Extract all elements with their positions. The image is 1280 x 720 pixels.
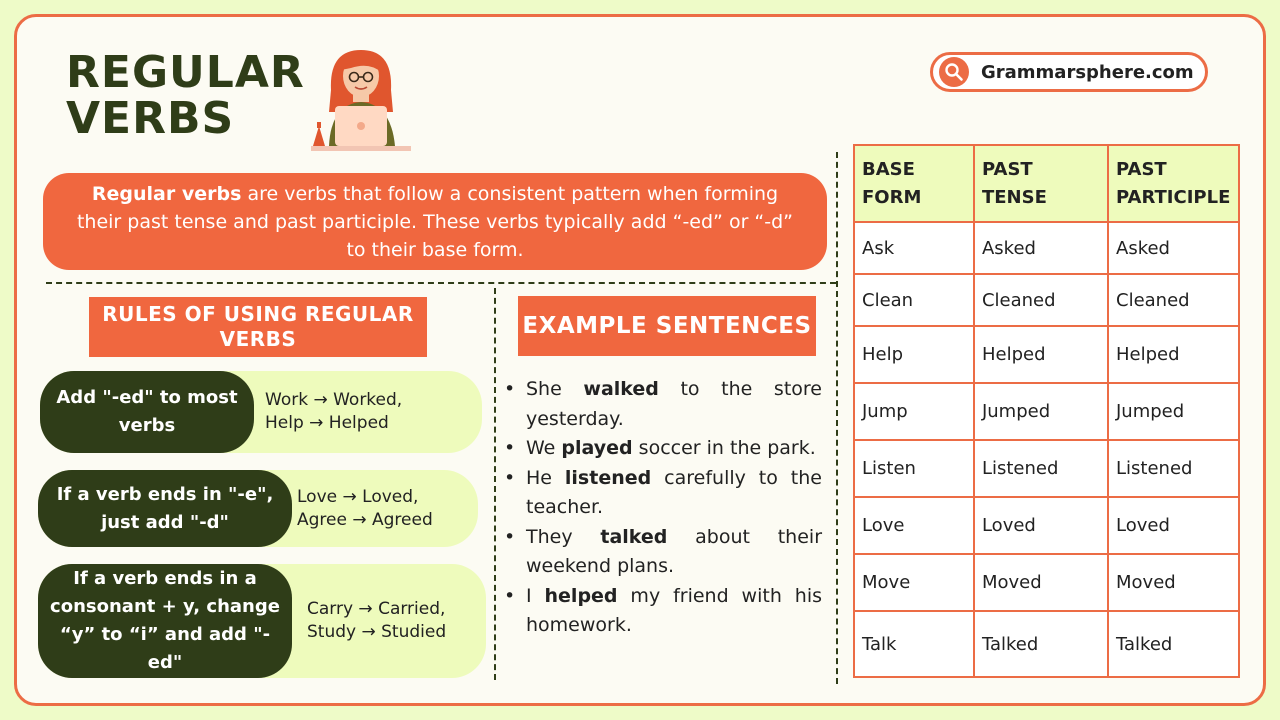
rule-item bbox=[38, 470, 478, 547]
table-cell: Moved bbox=[974, 554, 1108, 611]
rules-heading: RULES OF USING REGULAR VERBS bbox=[89, 297, 427, 357]
title-line-1: REGULAR bbox=[66, 47, 305, 98]
column-header: BASE FORM bbox=[854, 145, 974, 222]
table-cell: Cleaned bbox=[974, 274, 1108, 326]
rule-examples bbox=[307, 564, 446, 678]
highlighted-verb: walked bbox=[583, 378, 659, 400]
definition-term: Regular verbs bbox=[91, 183, 242, 205]
list-item: • I helped my friend with his homework. bbox=[502, 582, 822, 641]
table-cell: Ask bbox=[854, 222, 974, 274]
table-cell: Loved bbox=[1108, 497, 1239, 554]
rule-label: If a verb ends in "-e", just add "-d" bbox=[38, 470, 292, 547]
table-cell: Talk bbox=[854, 611, 974, 677]
verb-forms-table bbox=[853, 144, 1240, 678]
table-cell: Helped bbox=[974, 326, 1108, 383]
table-row bbox=[854, 326, 1239, 383]
table-cell: Jumped bbox=[1108, 383, 1239, 440]
examples-heading: EXAMPLE SENTENCES bbox=[518, 296, 816, 356]
table-cell: Loved bbox=[974, 497, 1108, 554]
list-item: • She walked to the store yesterday. bbox=[502, 375, 822, 434]
list-item: • He listened carefully to the teacher. bbox=[502, 464, 822, 523]
table-cell: Listen bbox=[854, 440, 974, 497]
rule-item bbox=[38, 564, 486, 678]
title-line-2: VERBS bbox=[66, 93, 235, 144]
table-row bbox=[854, 497, 1239, 554]
table-row bbox=[854, 611, 1239, 677]
woman-with-laptop-icon bbox=[305, 46, 417, 154]
table-cell: Moved bbox=[1108, 554, 1239, 611]
rule-example: Work → Worked, bbox=[265, 390, 403, 410]
highlighted-verb: listened bbox=[564, 466, 652, 489]
rule-example: Love → Loved, bbox=[297, 486, 419, 507]
table-row bbox=[854, 274, 1239, 326]
table-cell: Listened bbox=[1108, 440, 1239, 497]
table-cell: Asked bbox=[974, 222, 1108, 274]
table-cell: Jumped bbox=[974, 383, 1108, 440]
list-item: • They talked about their weekend plans. bbox=[502, 523, 822, 582]
table-cell: Talked bbox=[974, 611, 1108, 677]
table-header-row bbox=[854, 145, 1239, 222]
table-row bbox=[854, 383, 1239, 440]
definition-box bbox=[43, 173, 827, 270]
page-title bbox=[66, 47, 305, 144]
table-cell: Jump bbox=[854, 383, 974, 440]
site-label: Grammarsphere.com bbox=[981, 61, 1194, 83]
vertical-divider-examples bbox=[494, 288, 496, 680]
table-row bbox=[854, 554, 1239, 611]
column-header: PAST PARTICIPLE bbox=[1108, 145, 1239, 222]
rule-examples bbox=[265, 371, 402, 453]
vertical-divider-table bbox=[836, 152, 838, 684]
definition-text: are verbs that follow a consistent pattern when forming their past tense and past participle. These verbs typically add “-ed” or “-d” to their base form. bbox=[76, 183, 794, 261]
highlighted-verb: talked bbox=[600, 525, 668, 548]
table-cell: Love bbox=[854, 497, 974, 554]
rule-item bbox=[40, 371, 482, 453]
table-cell: Cleaned bbox=[1108, 274, 1239, 326]
list-item: • We played soccer in the park. bbox=[502, 434, 822, 464]
table-cell: Clean bbox=[854, 274, 974, 326]
rule-label: If a verb ends in a consonant + y, change “y” to “i” and add "-ed" bbox=[38, 564, 292, 678]
table-row bbox=[854, 440, 1239, 497]
highlighted-verb: helped bbox=[544, 584, 618, 607]
rule-label: Add "-ed" to most verbs bbox=[40, 371, 254, 453]
rule-example: Agree → Agreed bbox=[297, 509, 433, 530]
table-cell: Asked bbox=[1108, 222, 1239, 274]
site-badge[interactable] bbox=[930, 52, 1208, 92]
table-cell: Listened bbox=[974, 440, 1108, 497]
example-sentences-list bbox=[502, 375, 822, 641]
rule-example: Carry → Carried, bbox=[307, 599, 446, 619]
table-cell: Move bbox=[854, 554, 974, 611]
table-row bbox=[854, 222, 1239, 274]
table-cell: Helped bbox=[1108, 326, 1239, 383]
horizontal-divider bbox=[46, 282, 836, 284]
rule-example: Study → Studied bbox=[307, 622, 447, 642]
magnifier-icon bbox=[939, 57, 969, 87]
column-header: PAST TENSE bbox=[974, 145, 1108, 222]
rule-example: Help → Helped bbox=[265, 413, 389, 433]
table-cell: Talked bbox=[1108, 611, 1239, 677]
highlighted-verb: played bbox=[561, 437, 633, 459]
table-cell: Help bbox=[854, 326, 974, 383]
rule-examples bbox=[297, 470, 433, 547]
